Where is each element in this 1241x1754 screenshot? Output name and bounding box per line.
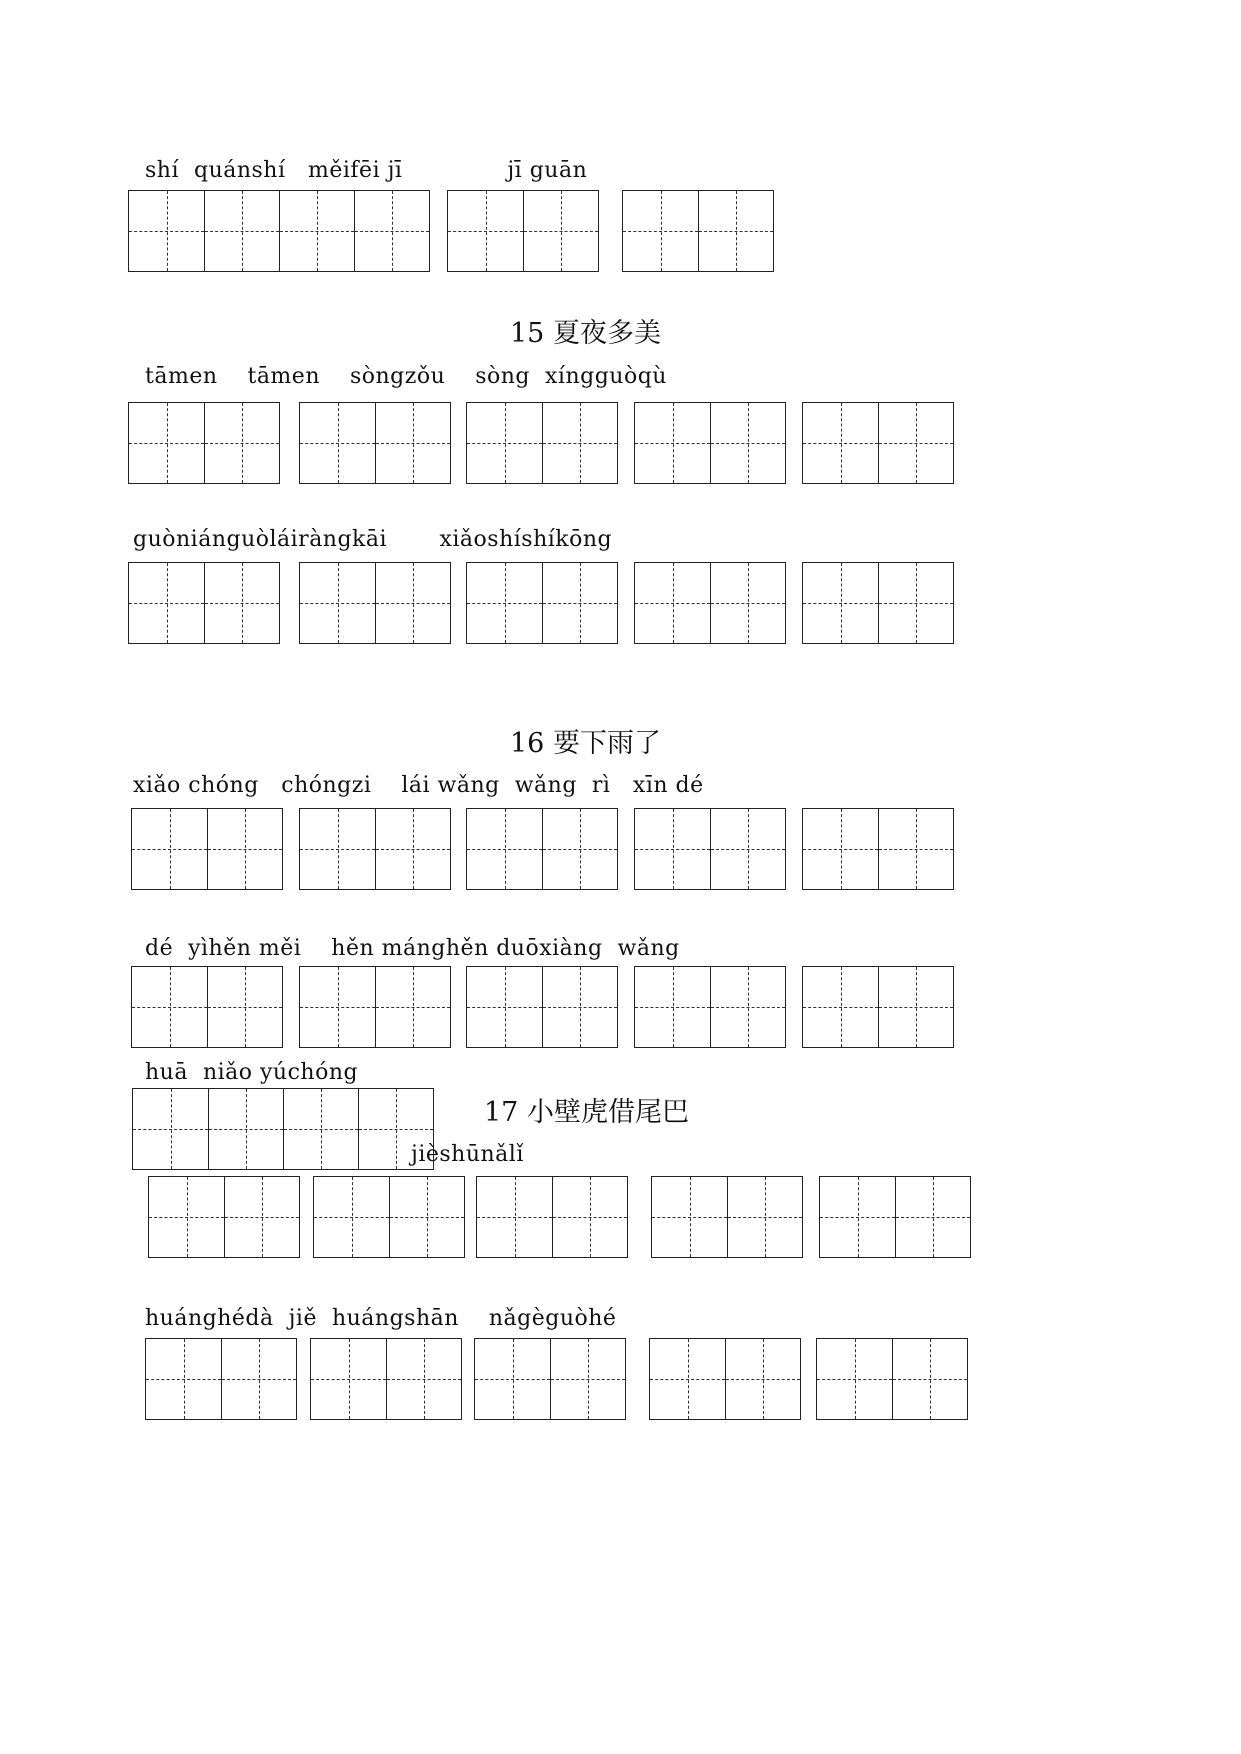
pinyin-row-15-2: guòniánguòláiràngkāi xiǎoshíshíkōng [133, 527, 613, 552]
writing-cell[interactable] [300, 809, 375, 889]
writing-cell[interactable] [635, 809, 710, 889]
writing-cell[interactable] [542, 563, 617, 643]
writing-cell[interactable] [725, 1339, 800, 1419]
writing-cell[interactable] [895, 1177, 970, 1257]
writing-grid [466, 402, 618, 484]
writing-grid [466, 808, 618, 890]
writing-cell[interactable] [279, 191, 354, 271]
writing-grid [299, 808, 451, 890]
writing-cell[interactable] [204, 403, 279, 483]
writing-cell[interactable] [204, 191, 279, 271]
writing-cell[interactable] [652, 1177, 727, 1257]
writing-cell[interactable] [204, 563, 279, 643]
writing-cell[interactable] [375, 563, 450, 643]
writing-cell[interactable] [710, 403, 785, 483]
writing-grid [299, 966, 451, 1048]
writing-cell[interactable] [542, 403, 617, 483]
writing-cell[interactable] [149, 1177, 224, 1257]
writing-cell[interactable] [635, 403, 710, 483]
writing-grid [313, 1176, 465, 1258]
writing-grid [476, 1176, 628, 1258]
writing-grid [802, 402, 954, 484]
writing-cell[interactable] [467, 967, 542, 1047]
writing-cell[interactable] [550, 1339, 625, 1419]
writing-cell[interactable] [650, 1339, 725, 1419]
writing-grid [131, 808, 283, 890]
writing-grid [299, 402, 451, 484]
lesson-17-title: 17 小壁虎借尾巴 [484, 1097, 689, 1128]
writing-grid [819, 1176, 971, 1258]
writing-cell[interactable] [314, 1177, 389, 1257]
writing-grid [634, 808, 786, 890]
writing-grid [310, 1338, 462, 1420]
writing-cell[interactable] [129, 403, 204, 483]
writing-grid [128, 402, 280, 484]
writing-cell[interactable] [727, 1177, 802, 1257]
writing-cell[interactable] [803, 809, 878, 889]
writing-cell[interactable] [817, 1339, 892, 1419]
writing-grid [132, 1088, 434, 1170]
writing-cell[interactable] [283, 1089, 358, 1169]
writing-cell[interactable] [224, 1177, 299, 1257]
writing-cell[interactable] [354, 191, 429, 271]
pinyin-row-top: shí quánshí měifēi jī jī guān [145, 158, 588, 183]
pinyin-row-16-1: xiǎo chóng chóngzi lái wǎng wǎng rì xīn dé [133, 773, 704, 798]
writing-grid [145, 1338, 297, 1420]
writing-cell[interactable] [523, 191, 598, 271]
writing-grid [466, 966, 618, 1048]
writing-cell[interactable] [542, 967, 617, 1047]
writing-grid [651, 1176, 803, 1258]
writing-grid [802, 562, 954, 644]
writing-cell[interactable] [878, 563, 953, 643]
lesson-16-title: 16 要下雨了 [510, 728, 661, 759]
writing-cell[interactable] [311, 1339, 386, 1419]
writing-cell[interactable] [389, 1177, 464, 1257]
writing-cell[interactable] [133, 1089, 208, 1169]
writing-cell[interactable] [552, 1177, 627, 1257]
writing-cell[interactable] [221, 1339, 296, 1419]
writing-grid [802, 808, 954, 890]
writing-cell[interactable] [300, 563, 375, 643]
writing-cell[interactable] [129, 191, 204, 271]
writing-cell[interactable] [146, 1339, 221, 1419]
pinyin-row-15-1: tāmen tāmen sòngzǒu sòng xíngguòqù [145, 364, 667, 389]
pinyin-row-17-2: huánghédà jiě huángshān nǎgèguòhé [145, 1306, 617, 1331]
writing-cell[interactable] [698, 191, 773, 271]
writing-grid [802, 966, 954, 1048]
writing-grid [148, 1176, 300, 1258]
writing-cell[interactable] [635, 967, 710, 1047]
writing-grid [466, 562, 618, 644]
writing-cell[interactable] [803, 403, 878, 483]
writing-grid [474, 1338, 626, 1420]
writing-grid [128, 190, 430, 272]
writing-cell[interactable] [467, 403, 542, 483]
writing-cell[interactable] [623, 191, 698, 271]
writing-cell[interactable] [467, 809, 542, 889]
writing-grid [634, 966, 786, 1048]
writing-cell[interactable] [448, 191, 523, 271]
writing-cell[interactable] [132, 809, 207, 889]
writing-cell[interactable] [710, 563, 785, 643]
writing-grid [816, 1338, 968, 1420]
writing-cell[interactable] [375, 809, 450, 889]
writing-cell[interactable] [207, 809, 282, 889]
writing-cell[interactable] [878, 809, 953, 889]
writing-cell[interactable] [710, 809, 785, 889]
pinyin-row-17-1: jièshūnǎlǐ [411, 1142, 524, 1167]
writing-cell[interactable] [477, 1177, 552, 1257]
writing-grid [447, 190, 599, 272]
writing-cell[interactable] [132, 967, 207, 1047]
writing-cell[interactable] [475, 1339, 550, 1419]
writing-cell[interactable] [300, 403, 375, 483]
writing-cell[interactable] [878, 967, 953, 1047]
pinyin-row-16-3: huā niǎo yúchóng [145, 1060, 359, 1085]
writing-cell[interactable] [878, 403, 953, 483]
writing-grid [128, 562, 280, 644]
writing-cell[interactable] [803, 967, 878, 1047]
writing-cell[interactable] [208, 1089, 283, 1169]
writing-grid [299, 562, 451, 644]
writing-grid [649, 1338, 801, 1420]
pinyin-row-16-2: dé yìhěn měi hěn mánghěn duōxiàng wǎng [145, 936, 680, 961]
writing-cell[interactable] [207, 967, 282, 1047]
writing-cell[interactable] [300, 967, 375, 1047]
writing-grid [622, 190, 774, 272]
writing-cell[interactable] [386, 1339, 461, 1419]
writing-cell[interactable] [710, 967, 785, 1047]
writing-cell[interactable] [467, 563, 542, 643]
writing-cell[interactable] [635, 563, 710, 643]
writing-cell[interactable] [803, 563, 878, 643]
lesson-15-title: 15 夏夜多美 [510, 318, 661, 349]
writing-cell[interactable] [129, 563, 204, 643]
writing-cell[interactable] [375, 967, 450, 1047]
writing-grid [131, 966, 283, 1048]
writing-cell[interactable] [542, 809, 617, 889]
writing-cell[interactable] [820, 1177, 895, 1257]
writing-grid [634, 562, 786, 644]
writing-cell[interactable] [892, 1339, 967, 1419]
writing-grid [634, 402, 786, 484]
writing-cell[interactable] [375, 403, 450, 483]
